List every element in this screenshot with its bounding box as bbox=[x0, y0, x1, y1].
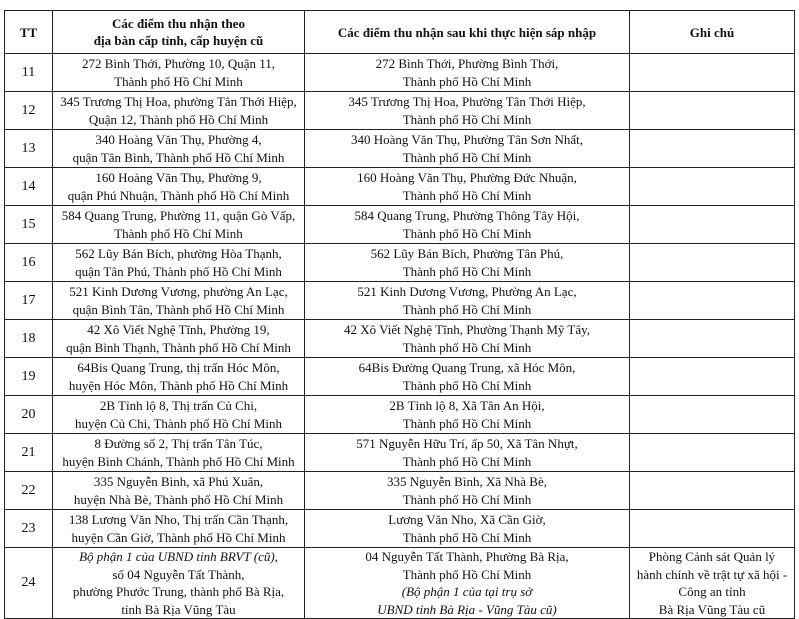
row-number: 11 bbox=[5, 54, 53, 92]
new-address-line: 04 Nguyễn Tất Thành, Phường Bà Rịa, bbox=[365, 549, 569, 564]
new-address-line: Thành phố Hồ Chí Minh bbox=[402, 73, 532, 89]
old-address-line: quận Bình Thạnh, Thành phố Hồ Chí Minh bbox=[66, 339, 291, 355]
header-old-address bbox=[53, 11, 305, 54]
new-address-line: Thành phố Hồ Chí Minh bbox=[402, 149, 532, 165]
table-row bbox=[5, 206, 795, 244]
note-cell bbox=[630, 168, 795, 206]
table-row bbox=[5, 54, 795, 92]
old-address-cell bbox=[53, 282, 305, 320]
old-address-cell bbox=[53, 206, 305, 244]
new-address-cell bbox=[305, 168, 630, 206]
note-cell bbox=[630, 92, 795, 130]
old-address-line: huyện Củ Chi, Thành phố Hồ Chí Minh bbox=[74, 415, 283, 431]
old-address-line: huyện Hóc Môn, Thành phố Hồ Chí Minh bbox=[68, 377, 289, 393]
new-address-line: Thành phố Hồ Chí Minh bbox=[402, 529, 532, 545]
old-address-line: tỉnh Bà Rịa Vũng Tàu bbox=[121, 601, 236, 617]
old-address-cell bbox=[53, 54, 305, 92]
new-address-cell bbox=[305, 92, 630, 130]
table-row bbox=[5, 320, 795, 358]
new-address-line: Thành phố Hồ Chí Minh bbox=[402, 491, 532, 507]
table-row bbox=[5, 434, 795, 472]
new-address-cell bbox=[305, 510, 630, 548]
row-number: 22 bbox=[5, 472, 53, 510]
header-tt: TT bbox=[5, 11, 53, 54]
header-new-address: Các điểm thu nhận sau khi thực hiện sáp nhập bbox=[305, 11, 630, 54]
row-number: 20 bbox=[5, 396, 53, 434]
new-address-line: Thành phố Hồ Chí Minh bbox=[402, 225, 532, 241]
new-address-line: 571 Nguyễn Hữu Trí, ấp 50, Xã Tân Nhựt, bbox=[356, 436, 578, 451]
new-address-line: 2B Tỉnh lộ 8, Xã Tân An Hội, bbox=[389, 398, 545, 413]
old-address-line: 160 Hoàng Văn Thụ, Phường 9, bbox=[95, 170, 262, 185]
new-address-cell bbox=[305, 244, 630, 282]
new-address-line: Thành phố Hồ Chí Minh bbox=[402, 415, 532, 431]
new-address-cell bbox=[305, 282, 630, 320]
old-address-line: Quận 12, Thành phố Hồ Chí Minh bbox=[88, 111, 269, 127]
new-address-line: UBND tỉnh Bà Rịa - Vũng Tàu cũ) bbox=[377, 601, 557, 617]
new-address-line: 584 Quang Trung, Phường Thông Tây Hội, bbox=[354, 208, 580, 223]
table-row bbox=[5, 282, 795, 320]
old-address-line: 42 Xô Viết Nghệ Tĩnh, Phường 19, bbox=[87, 322, 270, 337]
new-address-line: Thành phố Hồ Chí Minh bbox=[402, 301, 532, 317]
old-address-line: huyện Bình Chánh, Thành phố Hồ Chí Minh bbox=[62, 453, 295, 469]
old-address-line: 2B Tỉnh lộ 8, Thị trấn Củ Chi, bbox=[99, 398, 258, 413]
table-row bbox=[5, 130, 795, 168]
old-address-line: quận Phú Nhuận, Thành phố Hồ Chí Minh bbox=[67, 187, 290, 203]
note-cell bbox=[630, 548, 795, 619]
new-address-line: Thành phố Hồ Chí Minh bbox=[402, 377, 532, 393]
old-address-line: Bộ phận 1 của UBND tỉnh BRVT (cũ), bbox=[79, 549, 278, 564]
row-number: 15 bbox=[5, 206, 53, 244]
old-address-line: huyện Cần Giờ, Thành phố Hồ Chí Minh bbox=[71, 529, 286, 545]
note-cell bbox=[630, 206, 795, 244]
note-line: Bà Rịa Vũng Tàu cũ bbox=[658, 601, 766, 617]
new-address-line: 340 Hoàng Văn Thụ, Phường Tân Sơn Nhất, bbox=[350, 132, 584, 147]
row-number: 18 bbox=[5, 320, 53, 358]
row-number: 13 bbox=[5, 130, 53, 168]
old-address-line: 521 Kinh Dương Vương, phường An Lạc, bbox=[69, 284, 288, 299]
old-address-cell bbox=[53, 396, 305, 434]
new-address-cell bbox=[305, 396, 630, 434]
note-line: Công an tỉnh bbox=[678, 584, 746, 599]
table-row bbox=[5, 472, 795, 510]
row-number: 19 bbox=[5, 358, 53, 396]
new-address-cell bbox=[305, 54, 630, 92]
old-address-line: 340 Hoàng Văn Thụ, Phường 4, bbox=[95, 132, 262, 147]
table-row bbox=[5, 510, 795, 548]
new-address-line: 160 Hoàng Văn Thụ, Phường Đức Nhuận, bbox=[357, 170, 577, 185]
row-number: 21 bbox=[5, 434, 53, 472]
row-number: 14 bbox=[5, 168, 53, 206]
old-address-line: 562 Lũy Bán Bích, phường Hòa Thạnh, bbox=[75, 246, 282, 261]
note-cell bbox=[630, 320, 795, 358]
old-address-line: 272 Bình Thới, Phường 10, Quận 11, bbox=[81, 56, 276, 71]
new-address-cell bbox=[305, 206, 630, 244]
new-address-line: 64Bis Đường Quang Trung, xã Hóc Môn, bbox=[358, 360, 576, 375]
note-cell bbox=[630, 54, 795, 92]
new-address-cell bbox=[305, 358, 630, 396]
old-address-line: phường Phước Trung, thành phố Bà Rịa, bbox=[72, 584, 285, 599]
old-address-cell bbox=[53, 472, 305, 510]
note-cell bbox=[630, 244, 795, 282]
old-address-cell bbox=[53, 358, 305, 396]
old-address-line: quận Bình Tân, Thành phố Hồ Chí Minh bbox=[72, 301, 285, 317]
new-address-line: 272 Bình Thới, Phường Bình Thới, bbox=[375, 56, 559, 71]
table-row bbox=[5, 244, 795, 282]
header-note: Ghi chú bbox=[630, 11, 795, 54]
old-address-line: huyện Nhà Bè, Thành phố Hồ Chí Minh bbox=[73, 491, 284, 507]
new-address-cell bbox=[305, 130, 630, 168]
old-address-line: 335 Nguyễn Bình, xã Phú Xuân, bbox=[93, 474, 264, 489]
old-address-line: 345 Trương Thị Hoa, phường Tân Thới Hiệp, bbox=[60, 94, 297, 109]
note-cell bbox=[630, 396, 795, 434]
header-old-line: địa bàn cấp tỉnh, cấp huyện cũ bbox=[93, 33, 264, 48]
table-row bbox=[5, 92, 795, 130]
new-address-line: 562 Lũy Bán Bích, Phường Tân Phú, bbox=[370, 246, 564, 261]
new-address-cell bbox=[305, 548, 630, 619]
new-address-line: 42 Xô Viết Nghệ Tĩnh, Phường Thạnh Mỹ Tây, bbox=[343, 322, 591, 337]
new-address-line: (Bộ phận 1 của tại trụ sở bbox=[401, 584, 533, 599]
table-row bbox=[5, 168, 795, 206]
old-address-cell bbox=[53, 434, 305, 472]
new-address-line: Thành phố Hồ Chí Minh bbox=[402, 263, 532, 279]
old-address-line: Thành phố Hồ Chí Minh bbox=[114, 73, 243, 89]
table-row bbox=[5, 358, 795, 396]
header-old-line: Các điểm thu nhận theo bbox=[112, 16, 245, 31]
note-cell bbox=[630, 130, 795, 168]
old-address-line: quận Tân Bình, Thành phố Hồ Chí Minh bbox=[72, 149, 285, 165]
note-line: hành chính về trật tự xã hội - bbox=[636, 566, 788, 582]
new-address-cell bbox=[305, 434, 630, 472]
new-address-line: Thành phố Hồ Chí Minh bbox=[402, 187, 532, 203]
note-line: Phòng Cảnh sát Quản lý bbox=[648, 549, 776, 564]
old-address-line: quận Tân Phú, Thành phố Hồ Chí Minh bbox=[75, 263, 282, 279]
table-row bbox=[5, 396, 795, 434]
new-address-cell bbox=[305, 320, 630, 358]
old-address-line: 138 Lương Văn Nho, Thị trấn Cần Thạnh, bbox=[68, 512, 289, 527]
old-address-cell bbox=[53, 320, 305, 358]
note-cell bbox=[630, 434, 795, 472]
old-address-line: 8 Đường số 2, Thị trấn Tân Túc, bbox=[94, 436, 263, 451]
new-address-line: 335 Nguyễn Bình, Xã Nhà Bè, bbox=[387, 474, 547, 489]
row-number: 16 bbox=[5, 244, 53, 282]
old-address-cell bbox=[53, 244, 305, 282]
new-address-line: Thành phố Hồ Chí Minh bbox=[402, 453, 532, 469]
collection-points-table bbox=[4, 10, 795, 619]
old-address-cell bbox=[53, 510, 305, 548]
new-address-line: 521 Kinh Dương Vương, Phường An Lạc, bbox=[357, 284, 577, 299]
old-address-cell bbox=[53, 92, 305, 130]
note-cell bbox=[630, 472, 795, 510]
table-body bbox=[5, 54, 795, 619]
row-number: 12 bbox=[5, 92, 53, 130]
row-number: 24 bbox=[5, 548, 53, 619]
row-number: 17 bbox=[5, 282, 53, 320]
old-address-cell bbox=[53, 548, 305, 619]
new-address-cell bbox=[305, 472, 630, 510]
old-address-cell bbox=[53, 168, 305, 206]
new-address-line: Thành phố Hồ Chí Minh bbox=[402, 566, 532, 582]
note-cell bbox=[630, 282, 795, 320]
old-address-line: 584 Quang Trung, Phường 11, quận Gò Vấp, bbox=[61, 208, 296, 223]
new-address-line: Lương Văn Nho, Xã Cần Giờ, bbox=[388, 512, 546, 527]
note-cell bbox=[630, 510, 795, 548]
old-address-line: 64Bis Quang Trung, thị trấn Hóc Môn, bbox=[77, 360, 280, 375]
table-row-24 bbox=[5, 548, 795, 619]
old-address-line: Thành phố Hồ Chí Minh bbox=[114, 225, 243, 241]
new-address-line: 345 Trương Thị Hoa, Phường Tân Thới Hiệp, bbox=[348, 94, 586, 109]
old-address-line: số 04 Nguyễn Tất Thành, bbox=[112, 566, 245, 582]
new-address-line: Thành phố Hồ Chí Minh bbox=[402, 339, 532, 355]
new-address-line: Thành phố Hồ Chí Minh bbox=[402, 111, 532, 127]
note-cell bbox=[630, 358, 795, 396]
header-row bbox=[5, 11, 795, 54]
old-address-cell bbox=[53, 130, 305, 168]
row-number: 23 bbox=[5, 510, 53, 548]
